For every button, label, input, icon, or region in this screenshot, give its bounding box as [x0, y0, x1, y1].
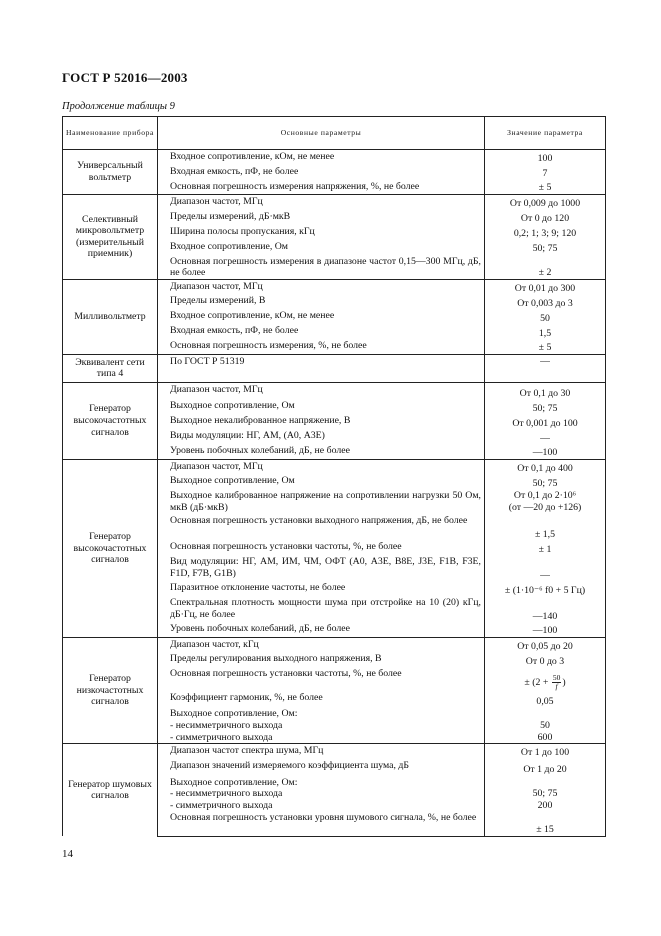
- parameter-cell: Ширина полосы пропускания, кГц: [158, 225, 485, 240]
- value-cell: 0,2; 1; 3; 9; 120: [485, 225, 606, 240]
- value-cell: От 0,001 до 100: [485, 414, 606, 429]
- fraction-numerator: 50: [552, 673, 561, 683]
- parameters-table-container: [62, 116, 605, 837]
- value-cell: ± (1·10⁻⁶ f0 + 5 Гц): [485, 581, 606, 596]
- parameter-cell: Входное сопротивление, Ом: [158, 240, 485, 255]
- column-header-device: Наименование прибора: [63, 117, 158, 150]
- parameter-cell: Выходное некалиброванное напряжение, В: [158, 414, 485, 429]
- parameter-cell: Основная погрешность измерения в диапазоне частот 0,15—300 МГц, дБ, не более: [158, 255, 485, 280]
- value-cell: 50: [485, 309, 606, 324]
- parameter-sub-item: - симметричного выхода: [170, 731, 273, 743]
- parameter-cell: Основная погрешность установки частоты, %, не более: [158, 540, 485, 555]
- table-row: [63, 354, 606, 382]
- parameter-cell: Выходное калиброванное напряжение на сопротивлении нагрузки 50 Ом, мкВ (дБ·мкВ): [158, 489, 485, 514]
- parameter-cell: Диапазон значений измеряемого коэффициента шума, дБ: [158, 759, 485, 776]
- value-line: 50: [540, 719, 550, 731]
- parameter-cell: Уровень побочных колебаний, дБ, не более: [158, 444, 485, 459]
- parameter-cell: Основная погрешность измерения, %, не более: [158, 339, 485, 354]
- fraction: [552, 674, 562, 691]
- parameter-cell: Пределы регулирования выходного напряжения, В: [158, 652, 485, 667]
- parameters-table: [62, 116, 606, 837]
- value-line: 200: [537, 799, 553, 811]
- parameter-cell: Входное сопротивление, кОм, не менее: [158, 150, 485, 165]
- value-line: 600: [537, 731, 553, 743]
- parameter-cell: Диапазон частот, МГц: [158, 459, 485, 474]
- parameter-cell: Основная погрешность установки выходного напряжения, дБ, не более: [158, 514, 485, 540]
- value-cell: ± 2: [485, 255, 606, 280]
- value-cell: [485, 707, 606, 743]
- value-line: 50; 75: [532, 788, 558, 800]
- parameter-cell: Уровень побочных колебаний, дБ, не более: [158, 622, 485, 637]
- parameter-cell: Виды модуляции: НГ, АМ, (А0, А3Е): [158, 429, 485, 444]
- value-cell: —: [485, 555, 606, 581]
- value-line: (от —20 до +126): [508, 501, 582, 513]
- value-cell: —: [485, 354, 606, 382]
- device-name: Генератор низкочастотных сигналов: [63, 637, 158, 743]
- value-cell: —100: [485, 444, 606, 459]
- value-cell: От 1 до 20: [485, 759, 606, 776]
- value-cell: 50; 75: [485, 474, 606, 489]
- value-cell: От 0,01 до 300: [485, 279, 606, 294]
- parameter-cell: Диапазон частот, МГц: [158, 382, 485, 399]
- parameter-sub-item: - симметричного выхода: [170, 799, 273, 811]
- table-caption: Продолжение таблицы 9: [62, 101, 175, 112]
- value-cell: ± 1,5: [485, 514, 606, 540]
- parameter-cell: Основная погрешность установки частоты, %, не более: [158, 667, 485, 691]
- value-cell: 100: [485, 150, 606, 165]
- parameter-cell: Основная погрешность измерения напряжения, %, не более: [158, 180, 485, 195]
- value-cell: —140: [485, 596, 606, 622]
- parameter-cell: Диапазон частот, МГц: [158, 195, 485, 210]
- parameter-label: Выходное сопротивление, Ом:: [170, 776, 298, 788]
- value-cell: —: [485, 429, 606, 444]
- device-name: Селективный микровольтметр (измерительный приемник): [63, 195, 158, 280]
- value-cell: ± 5: [485, 339, 606, 354]
- value-cell: ± 1: [485, 540, 606, 555]
- parameter-sub-item: - несимметричного выхода: [170, 719, 283, 731]
- table-row: [63, 195, 606, 210]
- value-cell: 50; 75: [485, 399, 606, 414]
- parameter-cell: Основная погрешность установки уровня шумового сигнала, %, не более: [158, 811, 485, 836]
- device-name: Эквивалент сети типа 4: [63, 354, 158, 382]
- table-header: [63, 117, 606, 150]
- column-header-parameters: Основные параметры: [158, 117, 485, 150]
- value-cell: 1,5: [485, 324, 606, 339]
- value-cell: 50; 75: [485, 240, 606, 255]
- table-row: [63, 637, 606, 652]
- table-row: [63, 459, 606, 474]
- device-name: Генератор высокочастотных сигналов: [63, 459, 158, 637]
- device-name: Генератор высокочастотных сигналов: [63, 382, 158, 459]
- value-cell: От 1 до 100: [485, 744, 606, 759]
- value-cell: От 0,05 до 20: [485, 637, 606, 652]
- value-suffix: ): [562, 677, 566, 689]
- table-row: [63, 279, 606, 294]
- parameter-cell: Вид модуляции: НГ, АМ, ИМ, ЧМ, ОФТ (А0, А3Е, В8Е, J3Е, F1B, F3E, F1D, F7B, G1B): [158, 555, 485, 581]
- value-cell: От 0,009 до 1000: [485, 195, 606, 210]
- page-number: 14: [62, 848, 73, 860]
- parameter-cell: Входная емкость, пФ, не более: [158, 165, 485, 180]
- value-cell: —100: [485, 622, 606, 637]
- value-cell: ± 15: [485, 811, 606, 836]
- value-cell: От 0 до 120: [485, 210, 606, 225]
- device-name: Универсальный вольтметр: [63, 150, 158, 195]
- table-row: [63, 382, 606, 399]
- parameter-cell: Спектральная плотность мощности шума при отстройке на 10 (20) кГц, дБ·Гц, не более: [158, 596, 485, 622]
- parameter-cell: [158, 707, 485, 743]
- device-name: Милливольтметр: [63, 279, 158, 354]
- parameter-label: Выходное сопротивление, Ом:: [170, 708, 298, 720]
- parameter-cell: Диапазон частот, кГц: [158, 637, 485, 652]
- value-cell: [485, 667, 606, 691]
- parameter-sub-item: - несимметричного выхода: [170, 788, 283, 800]
- parameter-cell: Выходное сопротивление, Ом: [158, 399, 485, 414]
- value-cell: 7: [485, 165, 606, 180]
- value-cell: От 0,1 до 30: [485, 382, 606, 399]
- parameter-cell: Диапазон частот спектра шума, МГц: [158, 744, 485, 759]
- value-cell: От 0,1 до 400: [485, 459, 606, 474]
- table-row: [63, 150, 606, 165]
- parameter-cell: Пределы измерений, В: [158, 294, 485, 309]
- value-cell: От 0 до 3: [485, 652, 606, 667]
- parameter-cell: Пределы измерений, дБ·мкВ: [158, 210, 485, 225]
- value-cell: [485, 489, 606, 514]
- value-cell: [485, 776, 606, 812]
- value-cell: От 0,003 до 3: [485, 294, 606, 309]
- value-cell: ± 5: [485, 180, 606, 195]
- parameter-cell: Выходное сопротивление, Ом: [158, 474, 485, 489]
- fraction-denominator: f: [555, 682, 558, 692]
- parameter-cell: Коэффициент гармоник, %, не более: [158, 691, 485, 707]
- parameter-cell: По ГОСТ Р 51319: [158, 354, 485, 382]
- device-name: Генератор шумовых сигналов: [63, 744, 158, 837]
- value-cell: 0,05: [485, 691, 606, 707]
- parameter-cell: Входное сопротивление, кОм, не менее: [158, 309, 485, 324]
- value-line: От 0,1 до 2·10⁶: [513, 490, 577, 502]
- parameter-cell: Входная емкость, пФ, не более: [158, 324, 485, 339]
- value-prefix: ± (2 +: [524, 677, 551, 689]
- document-header: ГОСТ Р 52016—2003: [62, 70, 188, 85]
- table-row: [63, 744, 606, 759]
- parameter-cell: [158, 776, 485, 812]
- parameter-cell: Диапазон частот, МГц: [158, 279, 485, 294]
- column-header-value: Значение параметра: [485, 117, 606, 150]
- parameter-cell: Паразитное отклонение частоты, не более: [158, 581, 485, 596]
